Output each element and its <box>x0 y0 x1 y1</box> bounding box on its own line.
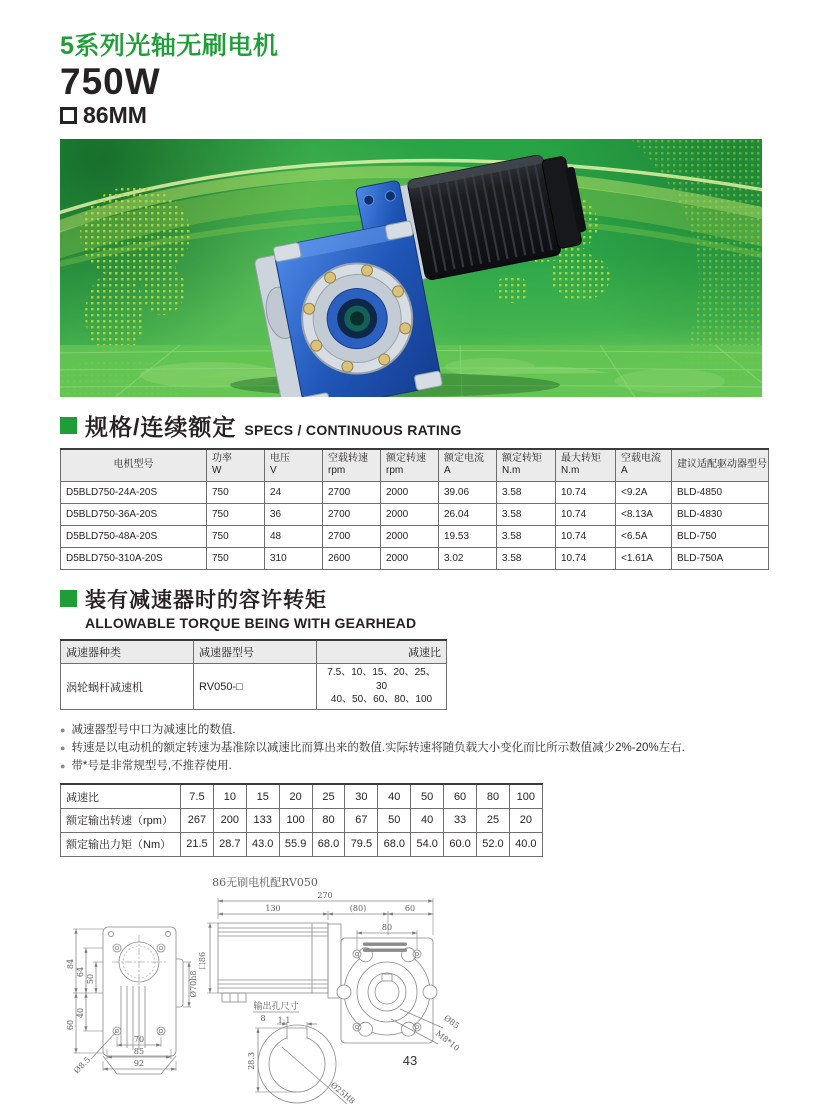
note-item: ● 减速器型号中口为减速比的数值. <box>60 722 765 740</box>
front-view <box>73 927 191 1074</box>
side-view <box>207 898 443 1044</box>
svg-text:85: 85 <box>133 1046 145 1056</box>
bullet-dot-icon: ● <box>60 724 66 735</box>
page-header <box>60 26 765 129</box>
col-gearhead-model: 减速器型号 <box>194 640 317 664</box>
col-gearhead-type: 减速器种类 <box>61 640 194 664</box>
section1-title-en: SPECS / CONTINUOUS RATING <box>244 421 462 438</box>
svg-text:Ø85: Ø85 <box>442 1013 461 1031</box>
svg-text:M8*10: M8*10 <box>433 1028 462 1053</box>
col-voltage: 电压 V <box>265 449 323 482</box>
ratio-output-table <box>60 783 543 857</box>
table-row: D5BLD750-310A-20S 750 310 2600 2000 3.02 3.58 10.74 <1.61A BLD-750A <box>61 547 769 569</box>
svg-text:84: 84 <box>66 958 75 969</box>
col-rated-current: 额定电流 A <box>439 449 497 482</box>
section2-title-en: ALLOWABLE TORQUE BEING WITH GEARHEAD <box>85 614 417 631</box>
col-model: 电机型号 <box>61 449 207 482</box>
bullet-dot-icon: ● <box>60 742 66 753</box>
square-frame-icon <box>60 107 77 124</box>
frame-size-label: 86MM <box>83 101 147 128</box>
svg-text:8: 8 <box>260 1013 266 1023</box>
svg-text:50: 50 <box>86 973 95 984</box>
svg-text:64: 64 <box>76 966 85 977</box>
cad-drawing <box>60 871 765 1113</box>
col-gearhead-ratio: 减速比 <box>317 640 447 664</box>
svg-text:1:1: 1:1 <box>277 1015 291 1025</box>
dimension-drawing-block <box>60 871 765 1118</box>
gearhead-ratios: 7.5、10、15、20、25、30 40、50、60、80、100 <box>317 664 447 710</box>
gearhead-table <box>60 639 447 710</box>
series-title: 5系列光轴无刷电机 <box>60 32 279 60</box>
power-rating: 750W <box>60 61 161 102</box>
section-gearhead-title <box>60 584 765 631</box>
green-square-bullet-icon <box>60 590 77 607</box>
svg-text:输出孔尺寸: 输出孔尺寸 <box>253 1001 299 1012</box>
col-noload-speed: 空载转速 rpm <box>323 449 381 482</box>
note-item: ● 转速是以电动机的额定转速为基准除以减速比而算出来的数值.实际转速将随负载大小变化而比所示数值减少2%-20%左右. <box>60 740 765 758</box>
table-row: D5BLD750-24A-20S 750 24 2700 2000 39.06 3.58 10.74 <9.2A BLD-4850 <box>61 481 769 503</box>
col-rated-torque: 额定转矩 N.m <box>497 449 556 482</box>
specs-table <box>60 448 769 570</box>
table-row: D5BLD750-48A-20S 750 48 2700 2000 19.53 3.58 10.74 <6.5A BLD-750 <box>61 525 769 547</box>
torque-row-label: 额定输出力矩（Nm） <box>61 832 181 856</box>
speed-row-label: 额定输出转速（rpm） <box>61 808 181 832</box>
svg-text:92: 92 <box>133 1058 145 1068</box>
footnotes <box>60 722 765 775</box>
svg-text:40: 40 <box>76 1007 85 1018</box>
col-rated-speed: 额定转速 rpm <box>381 449 439 482</box>
svg-text:28.3: 28.3 <box>247 1051 256 1070</box>
col-power: 功率 W <box>207 449 265 482</box>
green-square-bullet-icon <box>60 417 77 434</box>
gearhead-type: 涡轮蜗杆减速机 <box>61 664 194 710</box>
page-number: 43 <box>402 1053 418 1068</box>
col-noload-current: 空载电流 A <box>616 449 672 482</box>
worm-gearbox <box>252 221 442 397</box>
svg-text:60: 60 <box>404 903 416 913</box>
table-row: D5BLD750-36A-20S 750 36 2700 2000 26.04 3.58 10.74 <8.13A BLD-4830 <box>61 503 769 525</box>
speed-row: 额定输出转速（rpm） 267 200 133 100 80 67 50 40 33 25 20 <box>61 808 543 832</box>
torque-row: 额定输出力矩（Nm） 21.5 28.7 43.0 55.9 68.0 79.5 68.0 54.0 60.0 52.0 40.0 <box>61 832 543 856</box>
drawing-labels <box>66 875 461 1106</box>
col-max-torque: 最大转矩 N.m <box>556 449 616 482</box>
hero-art <box>60 139 762 397</box>
section-specs-title <box>60 409 765 442</box>
ratio-row: 减速比 7.5 10 15 20 25 30 40 50 60 80 100 <box>61 784 543 808</box>
hero-product-image <box>60 139 762 397</box>
svg-text:70: 70 <box>133 1034 145 1044</box>
svg-text:口86: 口86 <box>198 951 207 970</box>
svg-text:80: 80 <box>381 922 393 932</box>
bullet-dot-icon: ● <box>60 760 66 771</box>
ratio-row-label: 减速比 <box>61 784 181 808</box>
svg-text:Ø25H8: Ø25H8 <box>328 1080 357 1106</box>
svg-text:270: 270 <box>317 890 333 900</box>
drawing-title: 86无刷电机配RV050 <box>212 875 318 889</box>
note-item: ● 带*号是非常规型号,不推荐使用. <box>60 758 765 776</box>
svg-text:130: 130 <box>265 903 281 913</box>
col-driver: 建议适配驱动器型号 <box>672 449 769 482</box>
svg-text:(80): (80) <box>349 903 367 913</box>
svg-text:60: 60 <box>66 1019 75 1030</box>
svg-text:Ø8.5: Ø8.5 <box>72 1055 93 1076</box>
gearhead-model: RV050-□ <box>194 664 317 710</box>
frame-size <box>60 102 765 129</box>
table-row <box>61 664 447 710</box>
gearhead-header-row <box>61 640 447 664</box>
specs-header-row <box>61 449 769 482</box>
section1-title-cn: 规格/连续额定 <box>85 413 237 440</box>
svg-text:Ø70h8: Ø70h8 <box>189 970 198 998</box>
section2-title-cn: 装有减速器时的容许转矩 <box>85 588 327 612</box>
